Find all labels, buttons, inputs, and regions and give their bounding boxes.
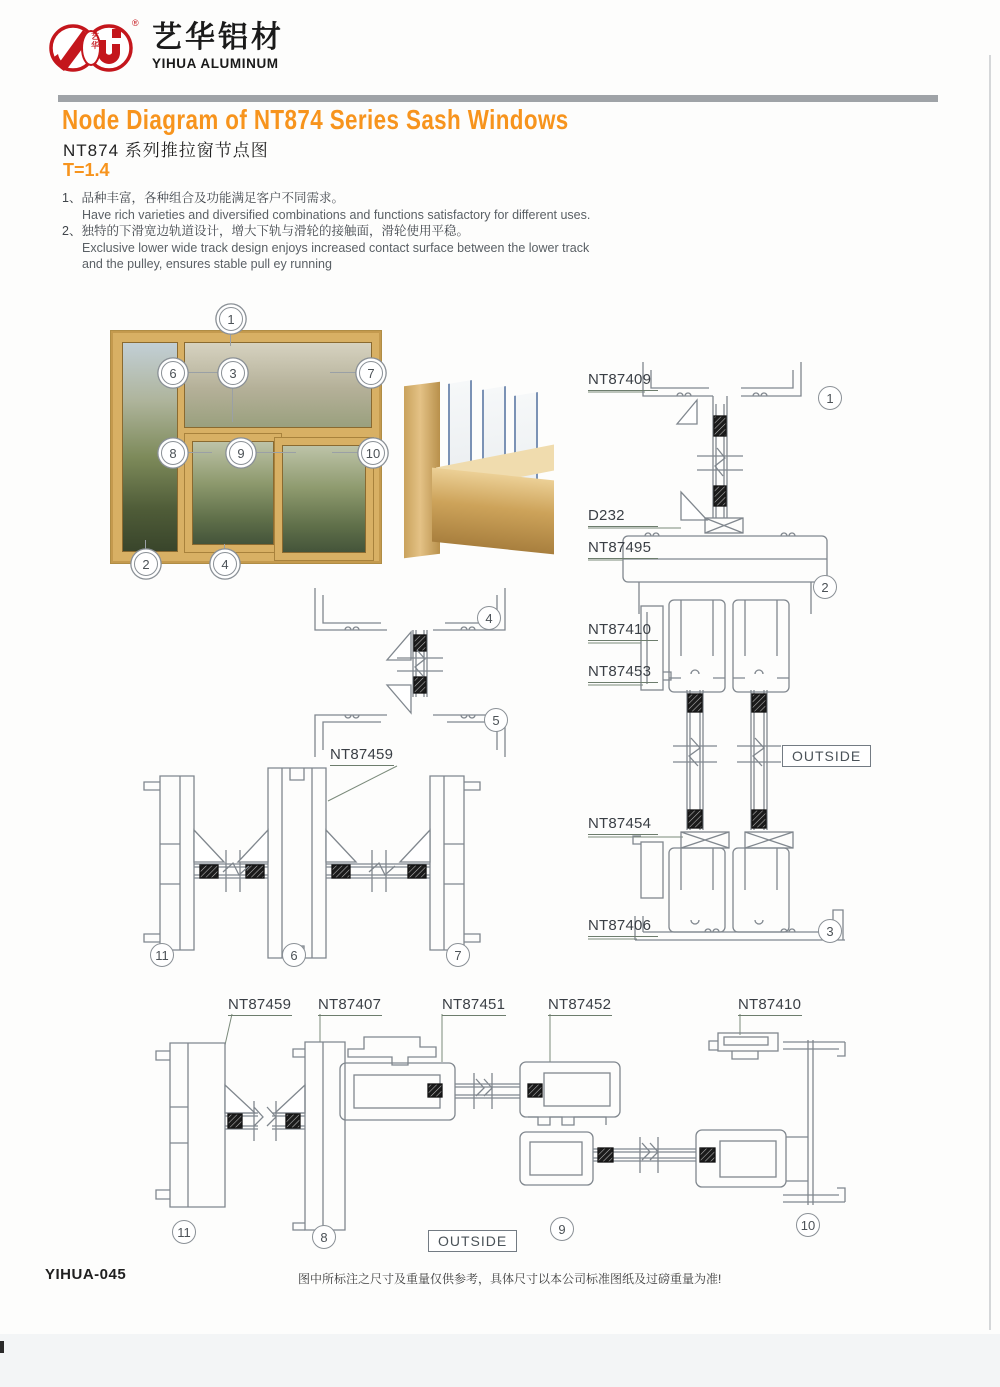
callout-7-section: 7 [446,943,470,967]
page-title-cn: NT874 系列推拉窗节点图 [63,141,269,160]
registered-mark: ® [132,18,139,28]
callout-2-section: 2 [813,575,837,599]
label-nt87409: NT87409 [588,371,658,391]
section-diagram-11-8-9-10 [140,985,870,1255]
footer-disclaimer: 图中所标注之尺寸及重量仅供参考，具体尺寸以本公司标准图纸及过磅重量为准! [298,1272,722,1286]
callout-8-bottom: 8 [312,1225,336,1249]
label-nt87410: NT87410 [588,621,658,641]
leader-line [232,384,233,422]
thickness-spec: T=1.4 [63,160,110,180]
outside-label-right: OUTSIDE [782,745,871,767]
leader-line [330,372,358,373]
leader-line [252,452,296,453]
page-edge-line [989,55,991,1330]
callout-3: 3 [221,361,245,385]
brand-name-en: YIHUA ALUMINUM [152,56,279,71]
leader-line [184,372,224,373]
label-nt87407: NT87407 [318,996,382,1016]
leader-line [224,544,225,552]
photo-sash-right-glass [282,445,366,553]
label-nt87451: NT87451 [442,996,506,1016]
callout-4: 4 [213,552,237,576]
label-nt87406: NT87406 [588,917,658,937]
scan-bottom-band [0,1334,1000,1387]
callout-6: 6 [161,361,185,385]
label-nt87453: NT87453 [588,663,658,683]
feature-2-en-line1: Exclusive lower wide track design enjoys increased contact surface between the lower track [82,240,590,255]
callout-8: 8 [161,441,185,465]
emblem-characters: 艺华 [91,32,99,50]
label-nt87454: NT87454 [588,815,658,835]
page-code: YIHUA-045 [45,1266,127,1283]
header-divider [58,95,938,102]
render-wood-sill [432,468,554,555]
feature-2-cn: 2、独特的下滑宽边轨道设计，增大下轨与滑轮的接触面，滑轮使用平稳。 [62,224,469,238]
section-diagram-11-6-7 [120,748,500,978]
callout-2: 2 [134,552,158,576]
callout-1: 1 [219,307,243,331]
leader-line [332,452,360,453]
section-diagram-1-2-3 [585,360,860,955]
callout-3-section: 3 [818,919,842,943]
leader-line [184,452,212,453]
feature-1-cn: 1、品种丰富，各种组合及功能满足客户不同需求。 [62,191,344,205]
profile-3d-render [396,376,562,566]
page-title-en: Node Diagram of NT874 Series Sash Windows [62,104,569,135]
callout-5-section: 5 [484,708,508,732]
label-nt87495: NT87495 [588,539,658,559]
brand-text [152,16,284,71]
outside-label-bottom: OUTSIDE [428,1230,517,1252]
leader-line [145,540,146,552]
leader-line [230,330,231,346]
brand-logo [46,16,284,80]
brand-emblem-icon [46,16,142,80]
feature-list [62,190,622,273]
callout-7: 7 [359,361,383,385]
label-d232: D232 [588,507,658,527]
photo-pane-transom [184,342,372,428]
label-nt87410-bottom: NT87410 [738,996,802,1016]
feature-2-en-line2: and the pulley, ensures stable pull ey running [82,257,332,271]
photo-sash-right [274,437,374,561]
callout-9: 9 [229,441,253,465]
label-nt87459-bottom: NT87459 [228,996,292,1016]
label-nt87459: NT87459 [330,746,394,766]
callout-9-bottom: 9 [550,1217,574,1241]
callout-1-section: 1 [818,386,842,410]
callout-10-bottom: 10 [796,1213,820,1237]
callout-6-section: 6 [282,943,306,967]
scan-edge-notch [0,1341,4,1353]
feature-1-en: Have rich varieties and diversified combinations and functions satisfactory for different uses. [82,207,591,222]
callout-10: 10 [361,441,385,465]
callout-11-section: 11 [150,943,174,967]
callout-11-bottom: 11 [172,1220,196,1244]
brand-name-cn: 艺华铝材 [152,21,284,54]
label-nt87452: NT87452 [548,996,612,1016]
callout-4-section: 4 [477,606,501,630]
